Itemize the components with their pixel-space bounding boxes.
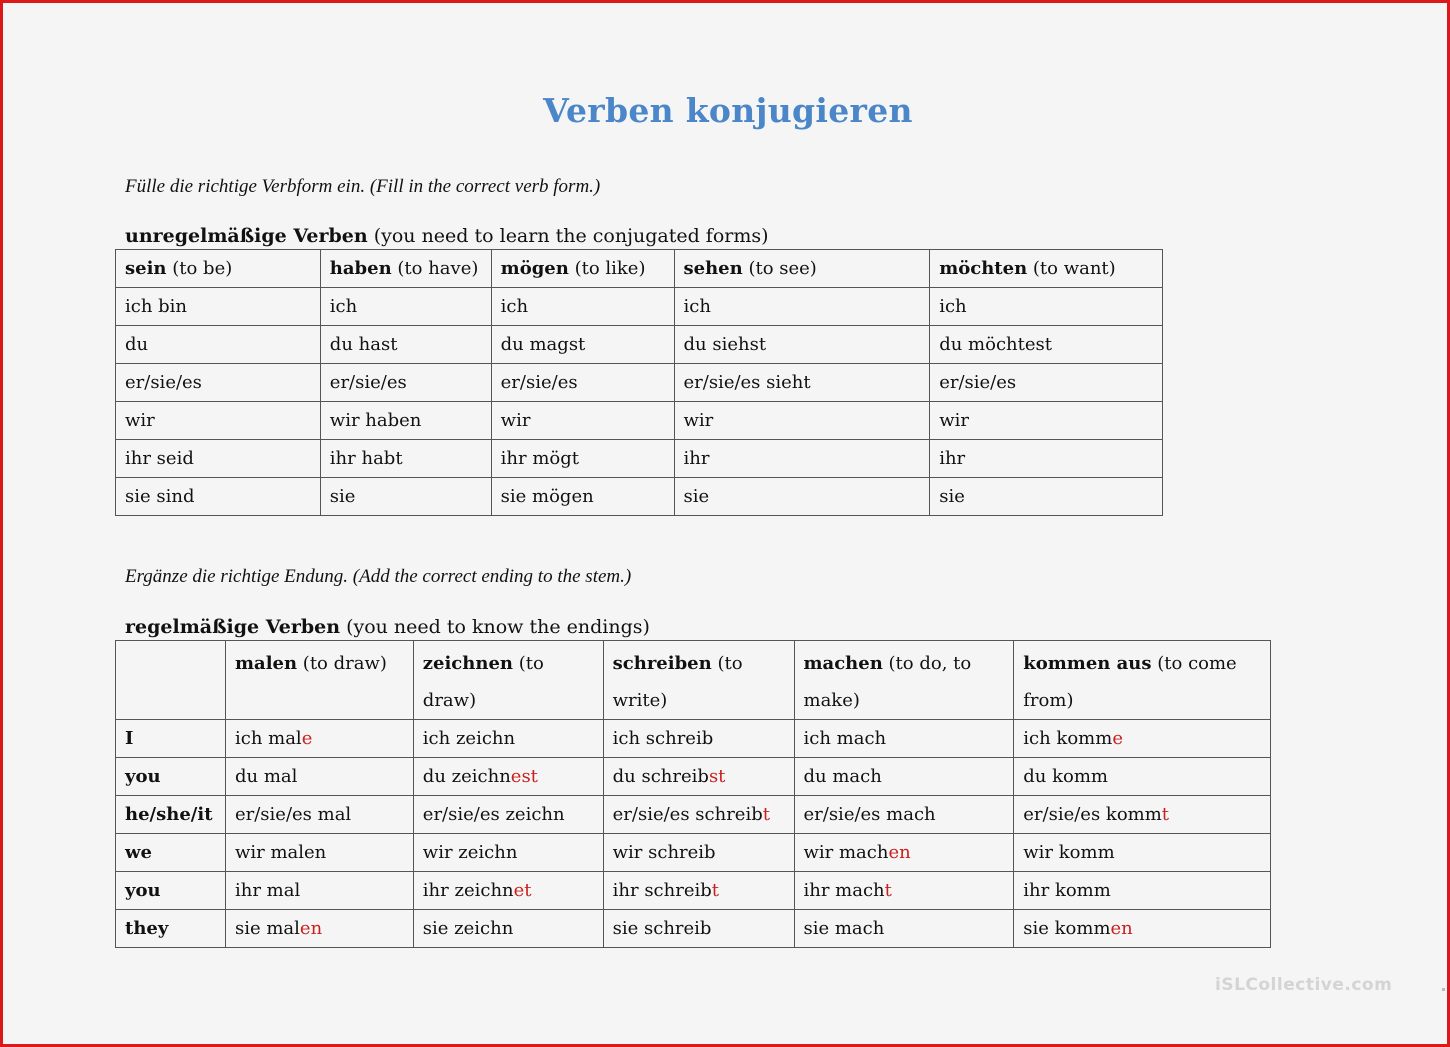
conjugation-cell [1014, 834, 1271, 872]
verb-infinitive: schreiben [612, 653, 712, 674]
verb-gloss: (to want) [1027, 258, 1116, 279]
verb-infinitive: sehen [683, 258, 743, 279]
conjugation-cell [794, 872, 1014, 910]
table-header-row [116, 641, 1271, 720]
verb-gloss: (to draw) [297, 653, 387, 674]
conjugation-cell [225, 834, 413, 872]
verb-stem: ihr komm [1023, 880, 1111, 901]
header-cell [1014, 641, 1271, 720]
conjugation-cell: ihr [674, 440, 930, 478]
caption-regular [125, 616, 650, 638]
header-cell [491, 250, 674, 288]
verb-stem: ihr mal [234, 880, 301, 901]
verb-ending: en [299, 918, 323, 939]
conjugation-cell: sie mögen [491, 478, 674, 516]
verb-ending: t [1161, 804, 1170, 825]
verb-stem: ich komm [1023, 728, 1113, 749]
conjugation-cell [1014, 872, 1271, 910]
conjugation-cell [603, 910, 794, 948]
conjugation-cell [603, 720, 794, 758]
verb-stem: sie zeichn [422, 918, 514, 939]
caption-irregular-bold: unregelmäßige Verben [125, 225, 368, 247]
verb-gloss: (to come from) [1023, 653, 1237, 711]
table-row [116, 478, 1163, 516]
header-cell [413, 641, 603, 720]
conjugation-cell: ich bin [116, 288, 321, 326]
header-cell [603, 641, 794, 720]
conjugation-cell: er/sie/es [116, 364, 321, 402]
table-row [116, 872, 1271, 910]
conjugation-cell [603, 758, 794, 796]
conjugation-cell: ihr seid [116, 440, 321, 478]
conjugation-cell [794, 834, 1014, 872]
instruction-irregular: Fülle die richtige Verbform ein. (Fill in the correct verb form.) [125, 176, 601, 197]
verb-gloss: (to like) [568, 258, 646, 279]
verb-stem: wir komm [1023, 842, 1115, 863]
page-title: Verben konjugieren [543, 91, 913, 130]
conjugation-cell: sie [674, 478, 930, 516]
corner-dot [1442, 988, 1445, 991]
table-header-row [116, 250, 1163, 288]
conjugation-cell [225, 796, 413, 834]
conjugation-cell [413, 910, 603, 948]
conjugation-cell [603, 796, 794, 834]
verb-gloss: (to write) [612, 653, 743, 711]
conjugation-cell: ich [674, 288, 930, 326]
conjugation-cell: wir [491, 402, 674, 440]
verb-ending: t [884, 880, 892, 901]
verb-stem: du mal [234, 766, 298, 787]
conjugation-cell [225, 720, 413, 758]
verb-ending: e [1112, 728, 1123, 749]
conjugation-cell [794, 796, 1014, 834]
verb-ending: est [510, 766, 538, 787]
conjugation-cell [794, 758, 1014, 796]
conjugation-cell: du magst [491, 326, 674, 364]
pronoun-label: they [116, 910, 226, 948]
conjugation-cell: ihr habt [320, 440, 491, 478]
verb-stem: sie mal [234, 918, 300, 939]
pronoun-label: we [116, 834, 226, 872]
caption-irregular [125, 225, 769, 247]
header-cell [320, 250, 491, 288]
conjugation-cell: du hast [320, 326, 491, 364]
verb-infinitive: machen [803, 653, 883, 674]
verb-stem: er/sie/es zeichn [422, 804, 565, 825]
caption-regular-rest: (you need to know the endings) [340, 616, 650, 638]
table-row [116, 910, 1271, 948]
watermark: iSLCollective.com [1215, 975, 1393, 995]
verb-stem: ich zeichn [422, 728, 516, 749]
verb-infinitive: malen [234, 653, 298, 674]
conjugation-cell [413, 834, 603, 872]
verb-stem: wir zeichn [422, 842, 518, 863]
conjugation-cell: er/sie/es sieht [674, 364, 930, 402]
table-row [116, 720, 1271, 758]
verb-stem: wir malen [234, 842, 327, 863]
table-row [116, 288, 1163, 326]
instruction-regular: Ergänze die richtige Endung. (Add the correct ending to the stem.) [125, 566, 632, 587]
conjugation-cell: er/sie/es [320, 364, 491, 402]
verb-stem: ihr zeichn [422, 880, 514, 901]
pronoun-label: you [116, 872, 226, 910]
pronoun-label: he/she/it [116, 796, 226, 834]
verb-stem: er/sie/es mal [234, 804, 352, 825]
conjugation-cell: du [116, 326, 321, 364]
table-row [116, 326, 1163, 364]
conjugation-cell [413, 872, 603, 910]
conjugation-cell [1014, 796, 1271, 834]
verb-ending: e [301, 728, 313, 749]
conjugation-cell: wir haben [320, 402, 491, 440]
verb-infinitive: mögen [500, 258, 569, 279]
conjugation-cell [1014, 758, 1271, 796]
regular-verbs-table [115, 640, 1271, 948]
header-cell [930, 250, 1163, 288]
conjugation-cell: sie [320, 478, 491, 516]
verb-infinitive: sein [125, 258, 167, 279]
verb-stem: sie schreib [612, 918, 712, 939]
verb-stem: ich schreib [612, 728, 714, 749]
conjugation-cell [794, 910, 1014, 948]
verb-infinitive: haben [329, 258, 392, 279]
conjugation-cell: sie [930, 478, 1163, 516]
pronoun-label: I [116, 720, 226, 758]
conjugation-cell [603, 834, 794, 872]
table-row [116, 402, 1163, 440]
verb-infinitive: möchten [939, 258, 1028, 279]
conjugation-cell: wir [674, 402, 930, 440]
verb-stem: du zeichn [422, 766, 511, 787]
conjugation-cell: ich [491, 288, 674, 326]
verb-infinitive: zeichnen [422, 653, 513, 674]
conjugation-cell [413, 758, 603, 796]
header-cell [225, 641, 413, 720]
verb-gloss: (to be) [166, 258, 233, 279]
header-cell [116, 250, 321, 288]
verb-ending: en [1110, 918, 1133, 939]
conjugation-cell [225, 872, 413, 910]
verb-stem: du schreib [612, 766, 709, 787]
verb-stem: wir mach [803, 842, 889, 863]
verb-stem: er/sie/es mach [803, 804, 936, 825]
conjugation-cell: sie sind [116, 478, 321, 516]
verb-stem: du mach [803, 766, 882, 787]
conjugation-cell [1014, 910, 1271, 948]
conjugation-cell [1014, 720, 1271, 758]
verb-stem: sie mach [803, 918, 885, 939]
conjugation-cell [225, 758, 413, 796]
conjugation-cell: du siehst [674, 326, 930, 364]
irregular-verbs-table [115, 249, 1163, 516]
conjugation-cell [225, 910, 413, 948]
verb-stem: ihr mach [803, 880, 885, 901]
conjugation-cell: ihr [930, 440, 1163, 478]
verb-ending: st [708, 766, 726, 787]
conjugation-cell [413, 720, 603, 758]
verb-ending: en [888, 842, 911, 863]
verb-infinitive: kommen aus [1023, 653, 1152, 674]
table-row [116, 758, 1271, 796]
caption-regular-bold: regelmäßige Verben [125, 616, 341, 638]
verb-gloss: (to draw) [422, 653, 544, 711]
verb-stem: ich mach [803, 728, 887, 749]
verb-ending: t [762, 804, 770, 825]
table-row [116, 796, 1271, 834]
conjugation-cell: ich [930, 288, 1163, 326]
pronoun-label: you [116, 758, 226, 796]
verb-stem: wir schreib [612, 842, 716, 863]
conjugation-cell: ich [320, 288, 491, 326]
verb-ending: et [513, 880, 532, 901]
caption-irregular-rest: (you need to learn the conjugated forms) [367, 225, 769, 247]
verb-ending: t [711, 880, 719, 901]
header-cell [674, 250, 930, 288]
verb-stem: du komm [1023, 766, 1108, 787]
verb-stem: ihr schreib [612, 880, 712, 901]
conjugation-cell: wir [930, 402, 1163, 440]
verb-stem: er/sie/es schreib [612, 804, 763, 825]
header-cell [794, 641, 1014, 720]
conjugation-cell [413, 796, 603, 834]
verb-stem: ich mal [234, 728, 302, 749]
verb-gloss: (to see) [742, 258, 817, 279]
conjugation-cell: ihr mögt [491, 440, 674, 478]
conjugation-cell: wir [116, 402, 321, 440]
conjugation-cell: du möchtest [930, 326, 1163, 364]
conjugation-cell: er/sie/es [930, 364, 1163, 402]
table-row [116, 440, 1163, 478]
conjugation-cell [794, 720, 1014, 758]
conjugation-cell [603, 872, 794, 910]
verb-stem: sie komm [1023, 918, 1111, 939]
verb-gloss: (to do, to make) [803, 653, 972, 711]
conjugation-cell: er/sie/es [491, 364, 674, 402]
table-row [116, 364, 1163, 402]
verb-stem: er/sie/es komm [1023, 804, 1162, 825]
empty-corner-cell [116, 641, 226, 720]
verb-gloss: (to have) [391, 258, 479, 279]
table-row [116, 834, 1271, 872]
